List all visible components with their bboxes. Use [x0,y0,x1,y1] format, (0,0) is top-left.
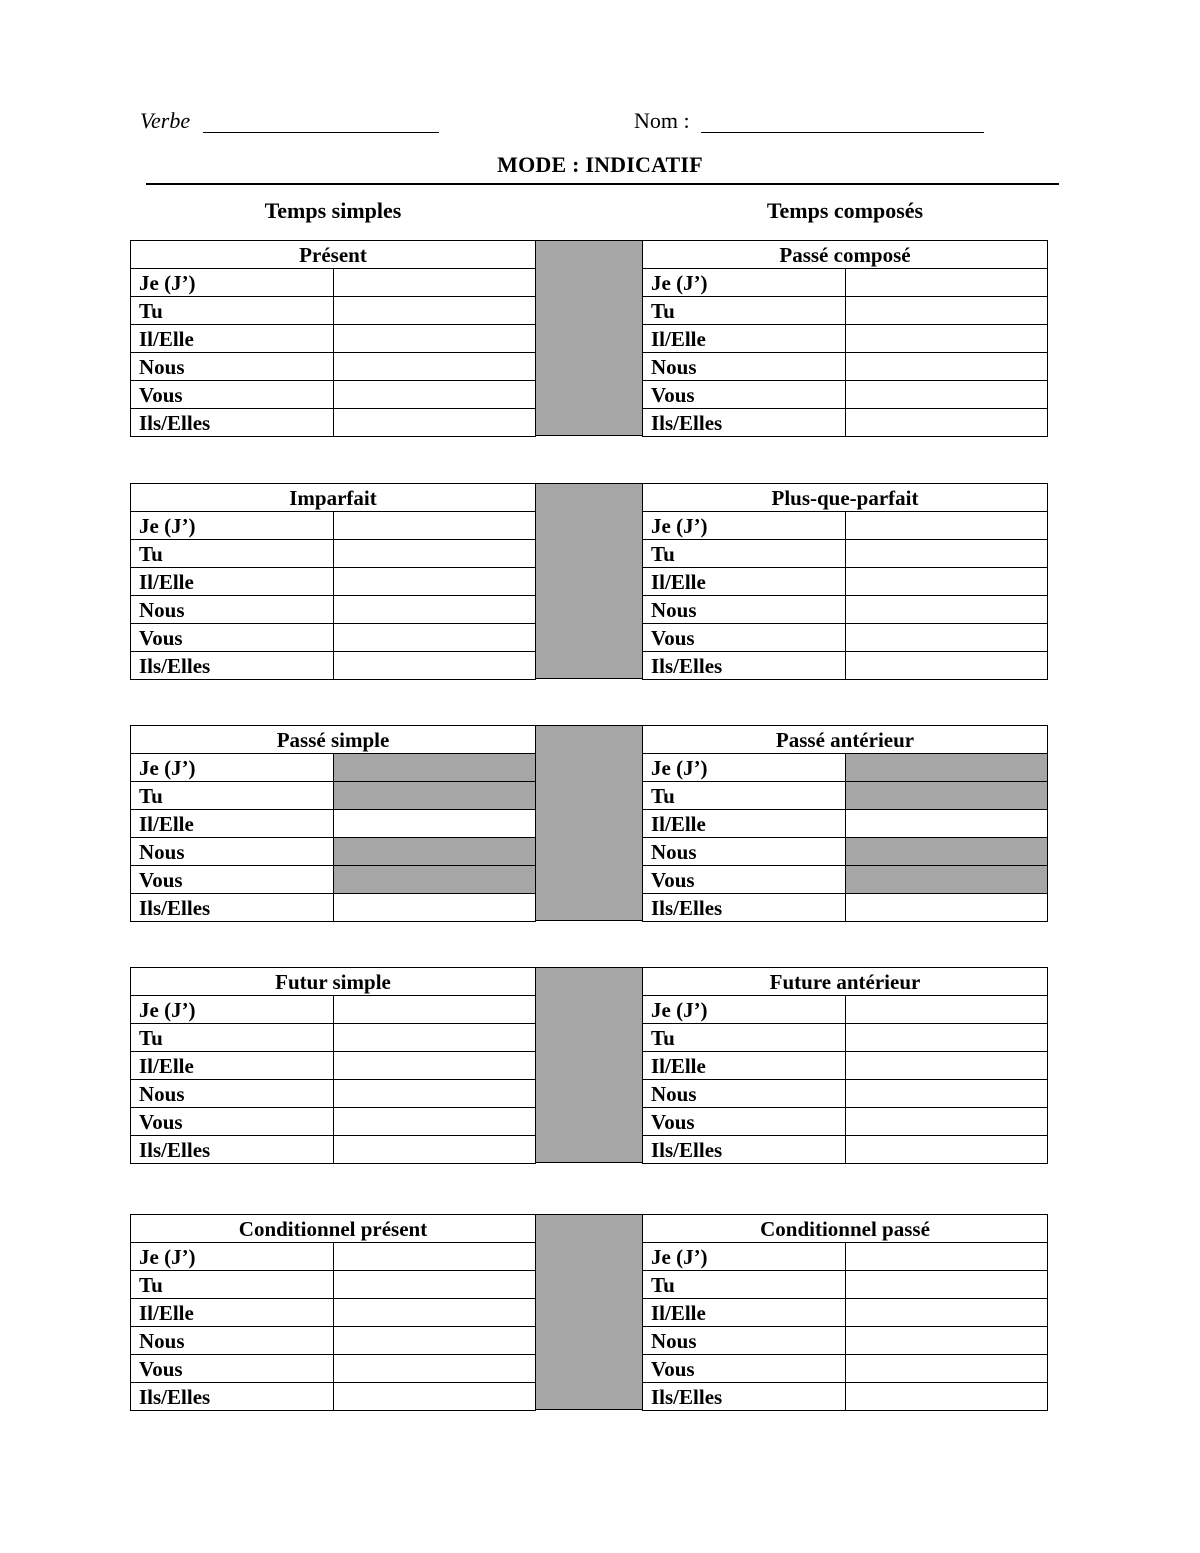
table-row [643,1271,1048,1299]
tense-section [130,240,1048,437]
table-row [643,596,1048,624]
tense-section [130,1214,1048,1411]
pronoun-label: Je (J’) [643,269,846,297]
pronoun-label: Ils/Elles [643,1136,846,1164]
shaded-answer-cell [333,754,536,782]
answer-cell[interactable] [845,1080,1048,1108]
answer-cell[interactable] [333,1355,536,1383]
table-row [643,838,1048,866]
pronoun-label: Nous [131,838,334,866]
table-row [131,894,536,922]
answer-cell[interactable] [845,624,1048,652]
table-row [643,269,1048,297]
table-row [131,624,536,652]
table-row [643,1052,1048,1080]
shaded-answer-cell [845,782,1048,810]
table-row [643,624,1048,652]
table-row [131,1383,536,1411]
answer-cell[interactable] [845,1355,1048,1383]
table-row [131,1299,536,1327]
table-row [131,1243,536,1271]
table-row [131,381,536,409]
pronoun-label: Ils/Elles [131,409,334,437]
tense-title: Conditionnel passé [643,1215,1048,1243]
pronoun-label: Vous [131,624,334,652]
table-row [643,810,1048,838]
table-row [643,1136,1048,1164]
pronoun-label: Je (J’) [643,996,846,1024]
gray-separator-column [536,240,642,436]
tense-title: Passé composé [643,241,1048,269]
table-row [643,1080,1048,1108]
answer-cell[interactable] [333,894,536,922]
answer-cell[interactable] [333,1080,536,1108]
table-row [131,652,536,680]
table-row [643,297,1048,325]
answer-cell[interactable] [333,1383,536,1411]
answer-cell[interactable] [845,269,1048,297]
pronoun-label: Vous [643,866,846,894]
conjugation-table-right [642,1214,1048,1411]
tense-title: Future antérieur [643,968,1048,996]
conjugation-table-right [642,483,1048,680]
gray-separator-column [536,967,642,1163]
pronoun-label: Vous [643,381,846,409]
table-row [131,754,536,782]
tense-title: Plus-que-parfait [643,484,1048,512]
answer-cell[interactable] [845,1024,1048,1052]
verbe-label: Verbe [140,108,191,133]
answer-cell[interactable] [845,325,1048,353]
gray-separator-column [536,483,642,679]
table-row [643,754,1048,782]
pronoun-label: Tu [131,1271,334,1299]
answer-cell[interactable] [845,381,1048,409]
verbe-field-line[interactable] [203,132,439,133]
table-row [131,269,536,297]
pronoun-label: Il/Elle [643,1052,846,1080]
answer-cell[interactable] [845,1383,1048,1411]
answer-cell[interactable] [333,568,536,596]
answer-cell[interactable] [845,1327,1048,1355]
answer-cell[interactable] [845,1299,1048,1327]
pronoun-label: Nous [643,1327,846,1355]
table-row [131,1052,536,1080]
pronoun-label: Je (J’) [131,754,334,782]
answer-cell[interactable] [845,1108,1048,1136]
pronoun-label: Nous [131,1327,334,1355]
table-row [131,1327,536,1355]
pronoun-label: Nous [643,1080,846,1108]
pronoun-label: Je (J’) [131,512,334,540]
answer-cell[interactable] [333,381,536,409]
table-row [131,1271,536,1299]
answer-cell[interactable] [845,1136,1048,1164]
table-row [131,1355,536,1383]
pronoun-label: Il/Elle [131,1299,334,1327]
column-heading-compose: Temps composés [766,198,924,223]
table-row [643,540,1048,568]
table-row [131,1108,536,1136]
mode-title: MODE : INDICATIF [497,152,703,177]
answer-cell[interactable] [333,624,536,652]
pronoun-label: Tu [643,297,846,325]
table-row [643,381,1048,409]
conjugation-table-right [642,967,1048,1164]
pronoun-label: Vous [643,624,846,652]
table-row [643,652,1048,680]
pronoun-label: Nous [131,596,334,624]
pronoun-label: Il/Elle [643,810,846,838]
nom-field-line[interactable] [701,132,984,133]
answer-cell[interactable] [845,1052,1048,1080]
pronoun-label: Je (J’) [643,754,846,782]
conjugation-table-left [130,483,536,680]
shaded-answer-cell [845,838,1048,866]
conjugation-table-left [130,1214,536,1411]
answer-cell[interactable] [333,810,536,838]
shaded-answer-cell [333,866,536,894]
shaded-answer-cell [845,866,1048,894]
pronoun-label: Tu [131,782,334,810]
table-row [131,838,536,866]
pronoun-label: Ils/Elles [643,894,846,922]
pronoun-label: Vous [643,1355,846,1383]
answer-cell[interactable] [845,568,1048,596]
answer-cell[interactable] [333,652,536,680]
table-row [131,1024,536,1052]
table-row [643,1327,1048,1355]
table-row [643,353,1048,381]
pronoun-label: Tu [643,1024,846,1052]
shaded-answer-cell [845,754,1048,782]
tense-title: Passé antérieur [643,726,1048,754]
conjugation-table-right [642,240,1048,437]
pronoun-label: Je (J’) [131,269,334,297]
pronoun-label: Tu [643,782,846,810]
pronoun-label: Il/Elle [131,810,334,838]
answer-cell[interactable] [333,297,536,325]
answer-cell[interactable] [845,353,1048,381]
pronoun-label: Ils/Elles [131,652,334,680]
pronoun-label: Nous [131,1080,334,1108]
shaded-answer-cell [333,782,536,810]
answer-cell[interactable] [333,996,536,1024]
answer-cell[interactable] [845,810,1048,838]
answer-cell[interactable] [333,1327,536,1355]
answer-cell[interactable] [333,353,536,381]
pronoun-label: Ils/Elles [643,1383,846,1411]
answer-cell[interactable] [333,596,536,624]
tense-title: Présent [131,241,536,269]
answer-cell[interactable] [845,996,1048,1024]
table-row [131,596,536,624]
table-row [643,409,1048,437]
pronoun-label: Ils/Elles [643,409,846,437]
answer-cell[interactable] [333,1299,536,1327]
pronoun-label: Il/Elle [643,325,846,353]
pronoun-label: Nous [643,596,846,624]
tense-title: Conditionnel présent [131,1215,536,1243]
table-row [643,894,1048,922]
answer-cell[interactable] [845,540,1048,568]
pronoun-label: Il/Elle [131,568,334,596]
answer-cell[interactable] [845,652,1048,680]
pronoun-label: Vous [131,1355,334,1383]
tense-section [130,483,1048,680]
table-row [131,568,536,596]
answer-cell[interactable] [333,1136,536,1164]
pronoun-label: Je (J’) [643,1243,846,1271]
answer-cell[interactable] [333,269,536,297]
answer-cell[interactable] [333,512,536,540]
pronoun-label: Ils/Elles [131,1136,334,1164]
conjugation-table-right [642,725,1048,922]
pronoun-label: Tu [643,1271,846,1299]
pronoun-label: Nous [643,838,846,866]
pronoun-label: Je (J’) [131,1243,334,1271]
pronoun-label: Il/Elle [643,568,846,596]
answer-cell[interactable] [333,540,536,568]
table-row [643,1108,1048,1136]
pronoun-label: Il/Elle [131,325,334,353]
table-row [131,782,536,810]
table-row [643,568,1048,596]
table-row [643,1243,1048,1271]
nom-label: Nom : [634,108,690,133]
table-row [643,1024,1048,1052]
shaded-answer-cell [333,838,536,866]
gray-separator-column [536,1214,642,1410]
pronoun-label: Ils/Elles [643,652,846,680]
conjugation-table-left [130,725,536,922]
tense-section [130,967,1048,1164]
tense-title: Passé simple [131,726,536,754]
pronoun-label: Tu [643,540,846,568]
answer-cell[interactable] [845,894,1048,922]
answer-cell[interactable] [333,1024,536,1052]
pronoun-label: Il/Elle [643,1299,846,1327]
table-row [131,1080,536,1108]
tense-title: Imparfait [131,484,536,512]
pronoun-label: Il/Elle [131,1052,334,1080]
table-row [131,996,536,1024]
table-row [131,866,536,894]
table-row [131,409,536,437]
table-row [643,782,1048,810]
pronoun-label: Vous [131,1108,334,1136]
conjugation-table-left [130,967,536,1164]
answer-cell[interactable] [333,1108,536,1136]
answer-cell[interactable] [333,1243,536,1271]
pronoun-label: Vous [131,381,334,409]
pronoun-label: Ils/Elles [131,894,334,922]
answer-cell[interactable] [845,596,1048,624]
pronoun-label: Je (J’) [131,996,334,1024]
answer-cell[interactable] [845,1243,1048,1271]
answer-cell[interactable] [845,1271,1048,1299]
pronoun-label: Tu [131,540,334,568]
pronoun-label: Vous [643,1108,846,1136]
pronoun-label: Nous [643,353,846,381]
answer-cell[interactable] [845,297,1048,325]
column-heading-simple: Temps simples [264,198,402,223]
table-row [131,297,536,325]
pronoun-label: Tu [131,297,334,325]
table-row [643,325,1048,353]
table-row [131,512,536,540]
pronoun-label: Tu [131,1024,334,1052]
pronoun-label: Ils/Elles [131,1383,334,1411]
conjugation-table-left [130,240,536,437]
pronoun-label: Je (J’) [643,512,846,540]
table-row [131,540,536,568]
answer-cell[interactable] [333,409,536,437]
tense-section [130,725,1048,922]
table-row [131,810,536,838]
answer-cell[interactable] [333,325,536,353]
table-row [643,1299,1048,1327]
answer-cell[interactable] [845,512,1048,540]
table-row [131,1136,536,1164]
pronoun-label: Vous [131,866,334,894]
answer-cell[interactable] [845,409,1048,437]
table-row [643,512,1048,540]
gray-separator-column [536,725,642,921]
tense-title: Futur simple [131,968,536,996]
header-rule [146,183,1059,185]
table-row [643,996,1048,1024]
table-row [643,1383,1048,1411]
answer-cell[interactable] [333,1052,536,1080]
table-row [131,353,536,381]
table-row [643,1355,1048,1383]
table-row [131,325,536,353]
table-row [643,866,1048,894]
pronoun-label: Nous [131,353,334,381]
answer-cell[interactable] [333,1271,536,1299]
